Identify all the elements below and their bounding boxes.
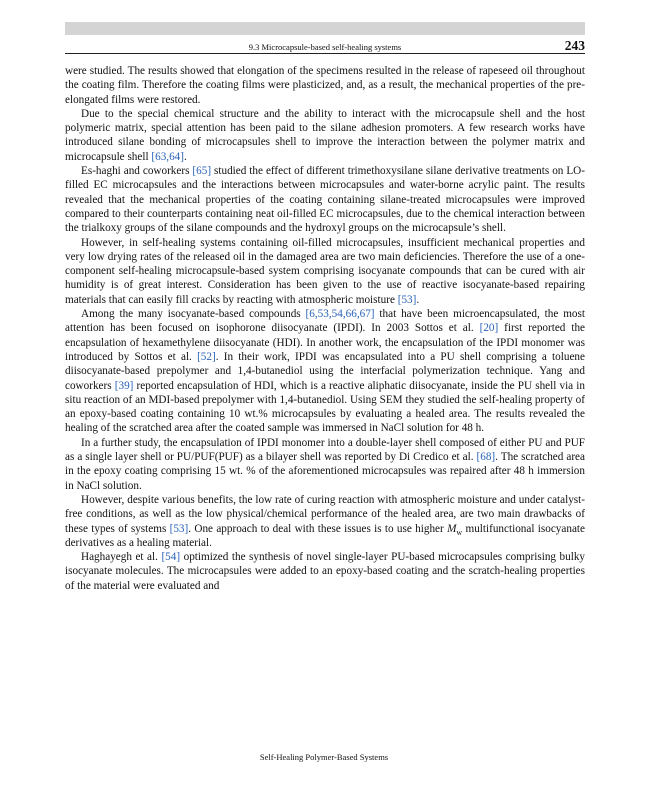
text-run: Among the many isocyanate-based compounds	[81, 308, 306, 321]
text-run: first reported the encapsulation of hexamethylene diisocyanate (HDI). In another work, the encapsulation of the IPDI monomer was introduced by Sottos et al.	[65, 322, 586, 363]
text-run: Haghayegh et al.	[81, 551, 162, 564]
citation-link[interactable]: [53]	[169, 522, 189, 535]
text-run: were studied. The results showed that elongation of the specimens resulted in the release of rapeseed oil throughout the coating film. Therefore the coating films were plasticized, and, as a result, the mechanical properties of the pre-elongated films were restored.	[65, 65, 585, 106]
text-run: .	[416, 293, 420, 306]
paragraph	[65, 307, 585, 436]
text-run: that have been microencapsulated, the most attention has been focused on isophorone diisocyanate (IPDI). In 2003 Sottos et al.	[65, 308, 585, 335]
running-head	[65, 38, 585, 54]
citation-link[interactable]: [63,64]	[151, 150, 184, 163]
section-title: 9.3 Microcapsule-based self-healing systems	[248, 42, 402, 52]
body-text	[65, 64, 585, 593]
paragraph	[65, 436, 585, 493]
header-rule	[65, 53, 585, 54]
text-run: Due to the special chemical structure and the ability to interact with the microcapsule shell and the host polymeric matrix, special attention has been paid to the silane adhesion promoters. A few research works have introduced silane bonding of microcapsules shell to improve the interaction between the polymer matrix and microcapsule shell	[65, 107, 585, 163]
citation-link[interactable]: [20]	[479, 322, 499, 335]
paragraph	[65, 493, 585, 550]
text-run: optimized the synthesis of novel single-layer PU-based microcapsules comprising bulky isocyanate molecules. The microcapsules were added to an epoxy-based coating and the scratch-healing properties of the material were evaluated and	[65, 551, 586, 592]
text-run: However, in self-healing systems containing oil-filled microcapsules, insufficient mechanical properties and very low drying rates of the released oil in the damaged area are two main deficiencies. Therefore the use of a one-component self-healing microcapsule-based system comprising isocyanate compounds that can be cured with air humidity is of great interest. Consideration has been given to the use of reactive isocyanate-based repairing materials that can easily fill cracks by reacting with atmospheric moisture	[65, 236, 585, 306]
text-run: . In their work, IPDI was encapsulated into a PU shell comprising a toluene diisocyanate-based prepolymer and 1,4-butanediol using the interfacial polymerization technique. Yang and coworkers	[65, 350, 585, 392]
paragraph	[65, 164, 585, 235]
paragraph	[65, 236, 585, 307]
citation-link[interactable]: [39]	[114, 379, 134, 392]
citation-link[interactable]: [68]	[476, 451, 496, 464]
text-run: However, despite various benefits, the low rate of curing reaction with atmospheric moisture and under catalyst-free conditions, as well as the low physical/chemical performance of the healed area, are two main drawbacks of these types of systems	[65, 493, 585, 535]
text-run: In a further study, the encapsulation of IPDI monomer into a double-layer shell composed of either PU and PUF as a single layer shell or PU/PUF(PUF) as a bilayer shell was reported by Di Credico et al.	[65, 436, 585, 464]
text-run: multifunctional isocyanate derivatives as a healing material.	[65, 522, 585, 549]
text-run: .	[184, 150, 187, 163]
citation-link[interactable]: [65]	[192, 165, 212, 178]
text-run: . One approach to deal with these issues is to use higher	[188, 522, 448, 535]
text-run: studied the effect of different trimethoxysilane silane derivative treatments on LO-filled EC microcapsules and the interactions between microcapsules and water-borne acrylic paint. The results revealed that the mechanical properties of the coating containing silane-treated microcapsules were improved compared to their counterparts containing neat oil-filled EC microcapsules, due to the chemical interaction between the trialkoxy groups of the silane compounds and the hydroxyl groups on the microcapsule’s shell.	[65, 165, 585, 235]
paragraph	[65, 64, 585, 107]
subscript: w	[456, 527, 463, 537]
page-number: 243	[564, 38, 585, 53]
citation-link[interactable]: [54]	[161, 551, 181, 564]
citation-link[interactable]: [53]	[397, 293, 417, 306]
paragraph	[65, 107, 585, 164]
header-shade-bar	[65, 22, 585, 35]
text-run: reported encapsulation of HDI, which is a reactive aliphatic diisocyanate, inside the PU shell via in situ reaction of an MDI-based prepolymer with 1,4-butanediol. Using SEM they studied the self-healing property of an epoxy-based coating containing 10 wt.% microcapsules by evaluating a healed area. The results revealed the healing of the scratched area after the coated sample was immersed in NaCl solution for 48 h.	[65, 379, 585, 435]
paragraph	[65, 550, 585, 593]
citation-link[interactable]: [52]	[197, 350, 216, 363]
text-run: Es-haghi and coworkers	[81, 165, 193, 178]
italic-symbol: M	[447, 522, 457, 535]
text-run: . The scratched area in the epoxy coating comprising 15 wt. % of the aforementioned microcapsules was repaired after 48 h immersion in NaCl solution.	[65, 451, 585, 492]
footer-book-title: Self-Healing Polymer-Based Systems	[259, 752, 389, 762]
citation-link[interactable]: [6,53,54,66,67]	[305, 308, 375, 321]
